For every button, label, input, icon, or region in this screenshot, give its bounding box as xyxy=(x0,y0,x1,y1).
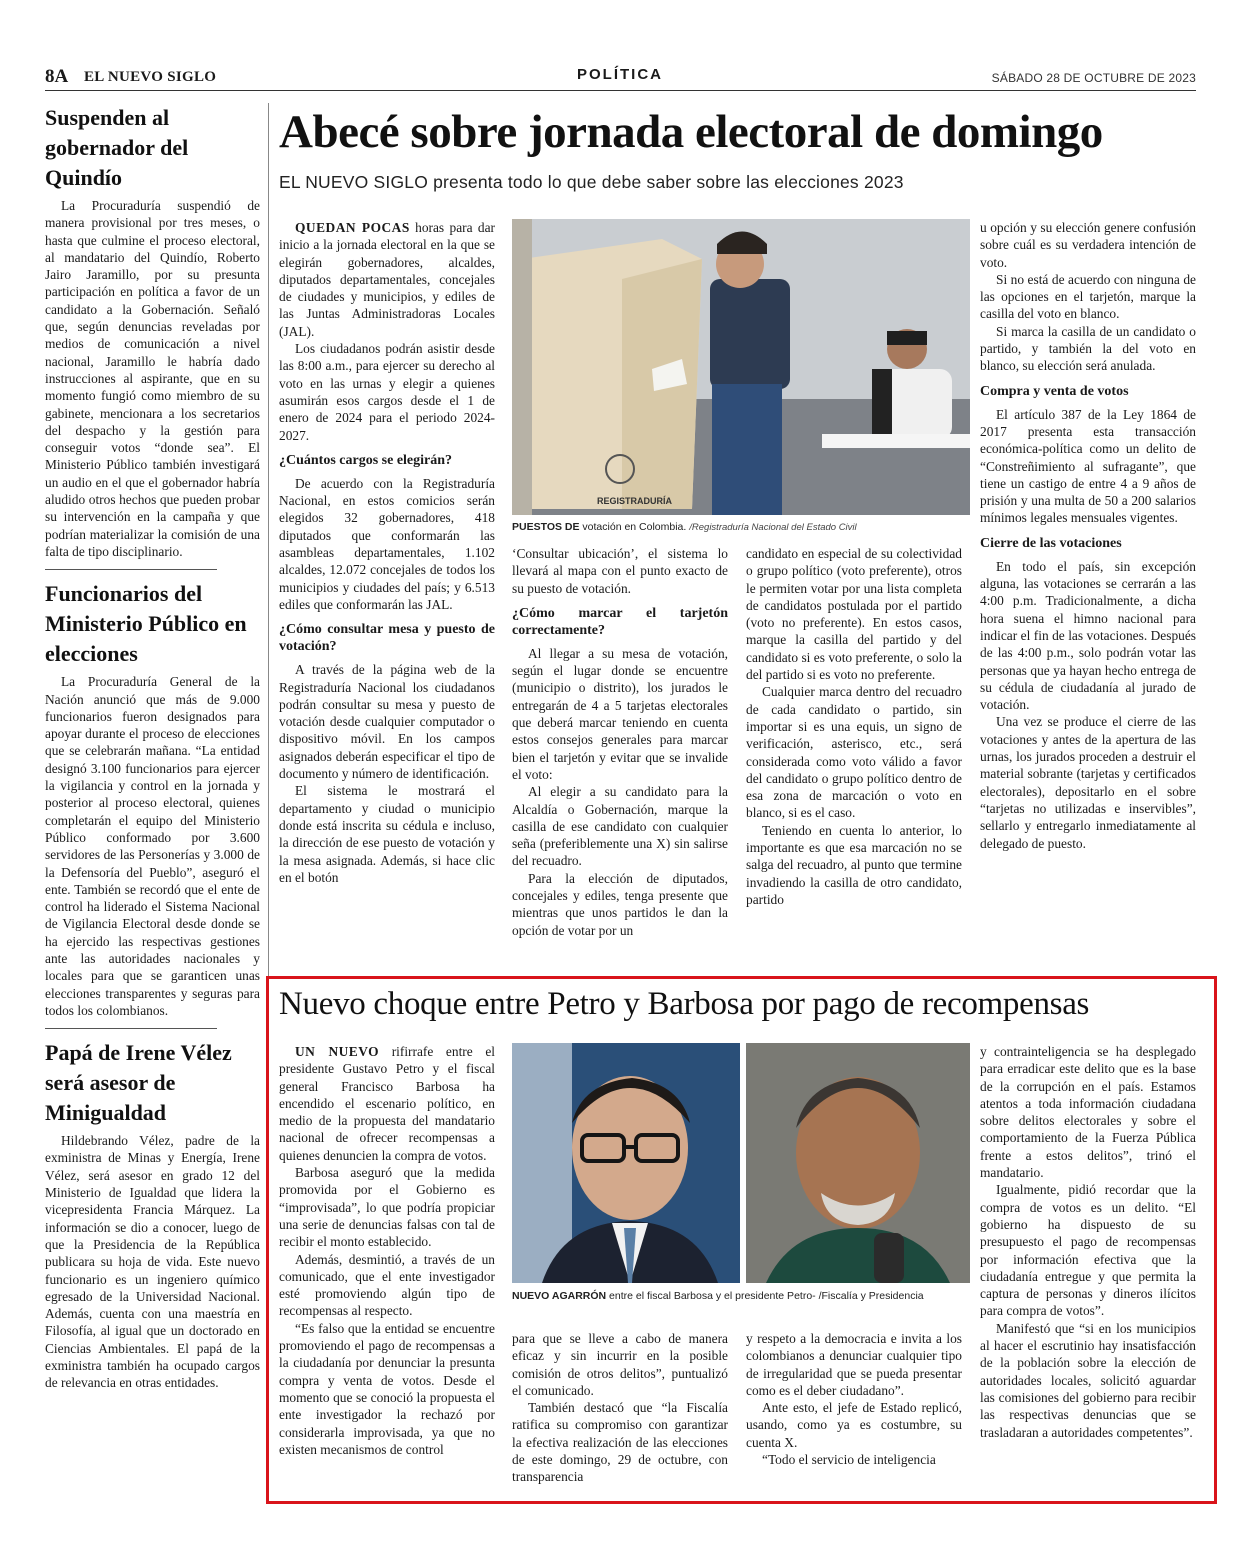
petro-portrait xyxy=(746,1043,970,1283)
lead-in-caps: UN NUEVO xyxy=(295,1044,380,1059)
brief-1-body: La Procuraduría suspendió de manera provisional por tres meses, o hasta que culmine el proceso electoral, al mandatario del Quindío, Roberto Jairo Jaramillo, por su presunta participación en política a favor de un candidato a la Gobernación. Señaló que, según denuncias reveladas por medios de comunicación a nivel nacional, Jaramillo le habría dado instrucciones al aspirante, que en su momento fungió como miembro de su gabinete, mencionara a los secretarios del despacho y la gestión para conseguir votos “donde sea”. El Ministerio Público también investigará un audio en el que el gobernador habría aludido otros hechos que pueden probar su intervención en la campaña y que podrían materializar la comisión de una falta de tipo disciplinario. xyxy=(45,198,260,559)
brief-2-headline: Funcionarios del Ministerio Público en elecciones xyxy=(45,581,247,667)
story2-column-1: UN NUEVO rifirrafe entre el presidente Gustavo Petro y el fiscal general Francisco Barbosa ha encendido el escenario político, en medio de la propuesta del mandatario nacional de ofrecer recompensas a quienes denuncien la compra de votos. Barbosa aseguró que la medida promovida por el Gobierno es “improvisada”, lo que podría propiciar una serie de denuncias falsas con tal de recibir el monto establecido. Además, desmintió, a través de un comunicado, que el ente investigador esté promoviendo algún tipo de recompensas al respecto. “Es falso que la entidad se encuentre promoviendo el pago de recompensas a la ciudadanía por denunciar la presunta compra y venta de votos. Desde el momento que se conoció la propuesta el ente investigador la rechazó por considerarla improvisada, ya que no existen mecanismos de control xyxy=(279,1044,495,1457)
voting-booth-illustration xyxy=(512,219,970,515)
page-number: 8A xyxy=(45,66,69,87)
subhead-compra: Compra y venta de votos xyxy=(980,383,1129,399)
subhead-consultar: ¿Cómo consultar mesa y puesto de votación? xyxy=(279,622,495,655)
subhead-cargos: ¿Cuántos cargos se elegirán? xyxy=(279,452,453,468)
story2-column-3: y respeto a la democracia e invita a los colombianos a denunciar cualquier tipo de irregularidad que se pueda presentar como es el deber ciudadano”. Ante esto, el jefe de Estado replicó, usando, como ya es costumbre, su cuenta X. “Todo el servicio de inteligencia xyxy=(746,1331,962,1468)
main-headline: Abecé sobre jornada electoral de domingo xyxy=(279,106,1103,158)
petro-photo xyxy=(746,1043,970,1283)
brief-separator xyxy=(45,1028,217,1029)
brief-2-body: La Procuraduría General de la Nación anunció que más de 9.000 funcionarios fueron designados para apoyar durante el proceso de elecciones que se celebrarán mañana. “La entidad designó 3.100 funcionarios para ejercer la vigilancia y control en la jornada y posterior al proceso electoral, quienes completarán el equipo del Ministerio Público conformado por 3.600 servidores de las Personerías y 3.000 de la Defensoría del Pueblo”, aseguró el ente. También se recordó que el ente de control ha liderado el Sistema Nacional de Vigilancia Electoral desde donde se ha ejercido las respectivas gestiones ante las autoridades nacionales y locales para que se garanticen unas elecciones transparentes y seguras para todos los colombianos. xyxy=(45,674,260,1018)
story2-column-2: para que se lleve a cabo de manera eficaz y sin incurrir en la posible comisión de otros delitos”, puntualizó el comunicado. También destacó que “la Fiscalía ratifica su compromiso con garantizar la efectiva realización de las elecciones de este domingo, 29 de octubre, con transparencia xyxy=(512,1331,728,1485)
barbosa-portrait xyxy=(512,1043,740,1283)
lead-in-caps: QUEDAN POCAS xyxy=(295,220,410,235)
story2-photo-caption: NUEVO AGARRÓN entre el fiscal Barbosa y el presidente Petro- /Fiscalía y Presidencia xyxy=(512,1290,924,1302)
main-column-4: u opción y su elección genere confusión sobre cuál es su verdadera intención de voto. Si no está de acuerdo con ninguna de las opciones en el tarjetón, marque la casilla del voto en blanco. Si marca la casilla de un candidato o partido, y también la del voto en blanco, su elección será anulada. Compra y venta de votos El artículo 387 de la Ley 1864 de 2017 presenta esta transacción económica-política como un delito de “Constreñimiento al sufragante”, que tiene un castigo de entre 4 a 9 años de prisión y una multa de 50 a 200 salarios mínimos legales mensuales vigentes. Cierre de las votaciones En todo el país, sin excepción alguna, las votaciones se cerrarán a las 4:00 p.m. Tradicionalmente, a dicha hora suena el himno nacional para indicar el fin de las votaciones. Después de las 4:00 p.m., solo podrán votar las personas que ya hayan hecho entrega de su cédula de ciudadanía al jurado de votación. Una vez se produce el cierre de las votaciones y antes de la apertura de las urnas, los jurados proceden a destruir el material sobrante (tarjetas y certificados electorales), depositarlo en el sobre “tarjetas no utilizadas e inservibles”, sellarlo y entregarlo inmediatamente al delegado de puesto. xyxy=(980,220,1196,851)
left-briefs-column xyxy=(45,103,260,1392)
brief-1-headline: Suspenden al gobernador del Quindío xyxy=(45,105,189,190)
main-column-1: QUEDAN POCAS horas para dar inicio a la jornada electoral en la que se elegirán gobernadores, alcaldes, diputados departamentales, concejales de ciudades y municipios, y ediles de las Juntas Administradoras Locales (JAL). Los ciudadanos podrán asistir desde las 8:00 a.m., para ejercer su derecho al voto en las urnas y elegir a quienes asumirán esos cargos desde el 1 de enero de 2024 para el periodo 2024-2027. ¿Cuántos cargos se elegirán? De acuerdo con la Registraduría Nacional, en estos comicios serán elegidos 32 gobernadores, 418 diputados que conformarán las asambleas departamentales, 1.102 alcaldes, 12.072 concejales de todos los municipios y ciudades del país; y 6.513 ediles que conformarán las JAL. ¿Cómo consultar mesa y puesto de votación? A través de la página web de la Registraduría Nacional los ciudadanos podrán consultar su mesa y puesto de votación desde cualquier computador o dispositivo móvil. En los campos asignados deberán especificar el tipo de documento y número de identificación. El sistema le mostrará el departamento y ciudad o municipio donde está inscrita su cédula e incluso, la dirección de ese puesto de votación y la mesa asignada. Además, si hace clic en el botón xyxy=(279,220,495,885)
brief-3-headline: Papá de Irene Vélez será asesor de Minigualdad xyxy=(45,1040,232,1126)
brief-3-body: Hildebrando Vélez, padre de la exministra de Minas y Energía, Irene Vélez, será asesor en grado 12 del Ministerio de Igualdad que lidera la vicepresidenta Francia Márquez. La información se dio a conocer, luego de que la Presidencia de la República publicara su hoja de vida. Este nuevo funcionario es un ingeniero químico egresado de la Universidad Nacional. Además, cuenta con una maestría en Filosofía, al igual que un doctorado en Ciencias Ambientales. El papá de la exministra también ha ocupado cargos de relevancia en otras entidades. xyxy=(45,1133,260,1391)
section-title: POLÍTICA xyxy=(577,66,663,83)
header-rule xyxy=(45,90,1196,91)
issue-date: SÁBADO 28 DE OCTUBRE DE 2023 xyxy=(991,71,1196,85)
subhead-cierre: Cierre de las votaciones xyxy=(980,535,1122,551)
brief-separator xyxy=(45,569,217,570)
svg-text:REGISTRADURÍA: REGISTRADURÍA xyxy=(597,496,673,506)
main-column-3: candidato en especial de su colectividad o grupo político (voto preferente), otros le permiten votar por una lista completa de candidatos postulada por el partido (voto no preferente). En estos casos, marque la casilla del partido y del candidato si es voto preferente, o solo la del partido si es voto no preferente. Cualquier marca dentro del recuadro de cada candidato o partido, sin importar si es una equis, un signo de verificación, asterisco, etc., será considerada como voto válido a favor del candidato o grupo político dentro de esa zona de marcación o voto en blanco, si es el caso. Teniendo en cuenta lo anterior, lo importante es que esa marcación no se salga del recuadro, al punto que termine invadiendo la casilla de otro candidato, partido xyxy=(746,546,962,907)
voting-booth-photo xyxy=(512,219,970,515)
main-column-2: ‘Consultar ubicación’, el sistema lo llevará al mapa con el punto exacto de su puesto de votación. ¿Cómo marcar el tarjetón correctamente? Al llegar a su mesa de votación, según el lugar donde se encuentre (municipio o distrito), los jurados le entregarán de 4 a 5 tarjetas electorales que deberá marcar teniendo en cuenta estos consejos generales para marcar bien el tarjetón y evitar que se invalide el voto: Al elegir a su candidato para la Alcaldía o Gobernación, marque la casilla de ese candidato con cualquier seña (preferiblemente una X) sin salirse del recuadro. Para la elección de diputados, concejales y ediles, tenga presente que mientras que unos partidos le dan la opción de votar por un xyxy=(512,546,728,938)
story2-column-4: y contrainteligencia se ha desplegado para erradicar este delito que es la base de la corrupción en el país. Estamos atentos a toda información ciudadana sobre delitos electorales y sobre el comportamiento de la Fuerza Pública frente a estos delitos”, trinó el mandatario. Igualmente, pidió recordar que la compra de votos es un delito. “El gobierno ha dispuesto de su presupuesto el pago de recompensas por información efectiva que la ciudadanía entregue y que permita la captura de personas y dineros ilícitos para compra de votos”. Manifestó que “si en los municipios al hacer el escrutinio hay insatisfacción de la población sobre la elección de autoridades locales, solicitó aguardar las comisiones del gobierno para recibir las respectivas denuncias que se trasladaran a autoridades competentes”. xyxy=(980,1044,1196,1440)
newspaper-name: EL NUEVO SIGLO xyxy=(84,69,217,85)
main-subtitle: EL NUEVO SIGLO presenta todo lo que debe saber sobre las elecciones 2023 xyxy=(279,172,904,192)
subhead-marcar: ¿Cómo marcar el tarjetón correctamente? xyxy=(512,605,728,638)
barbosa-photo xyxy=(512,1043,740,1283)
story2-headline: Nuevo choque entre Petro y Barbosa por pago de recompensas xyxy=(279,986,1090,1022)
photo-caption: PUESTOS DE votación en Colombia. /Registraduría Nacional del Estado Civil xyxy=(512,521,857,533)
